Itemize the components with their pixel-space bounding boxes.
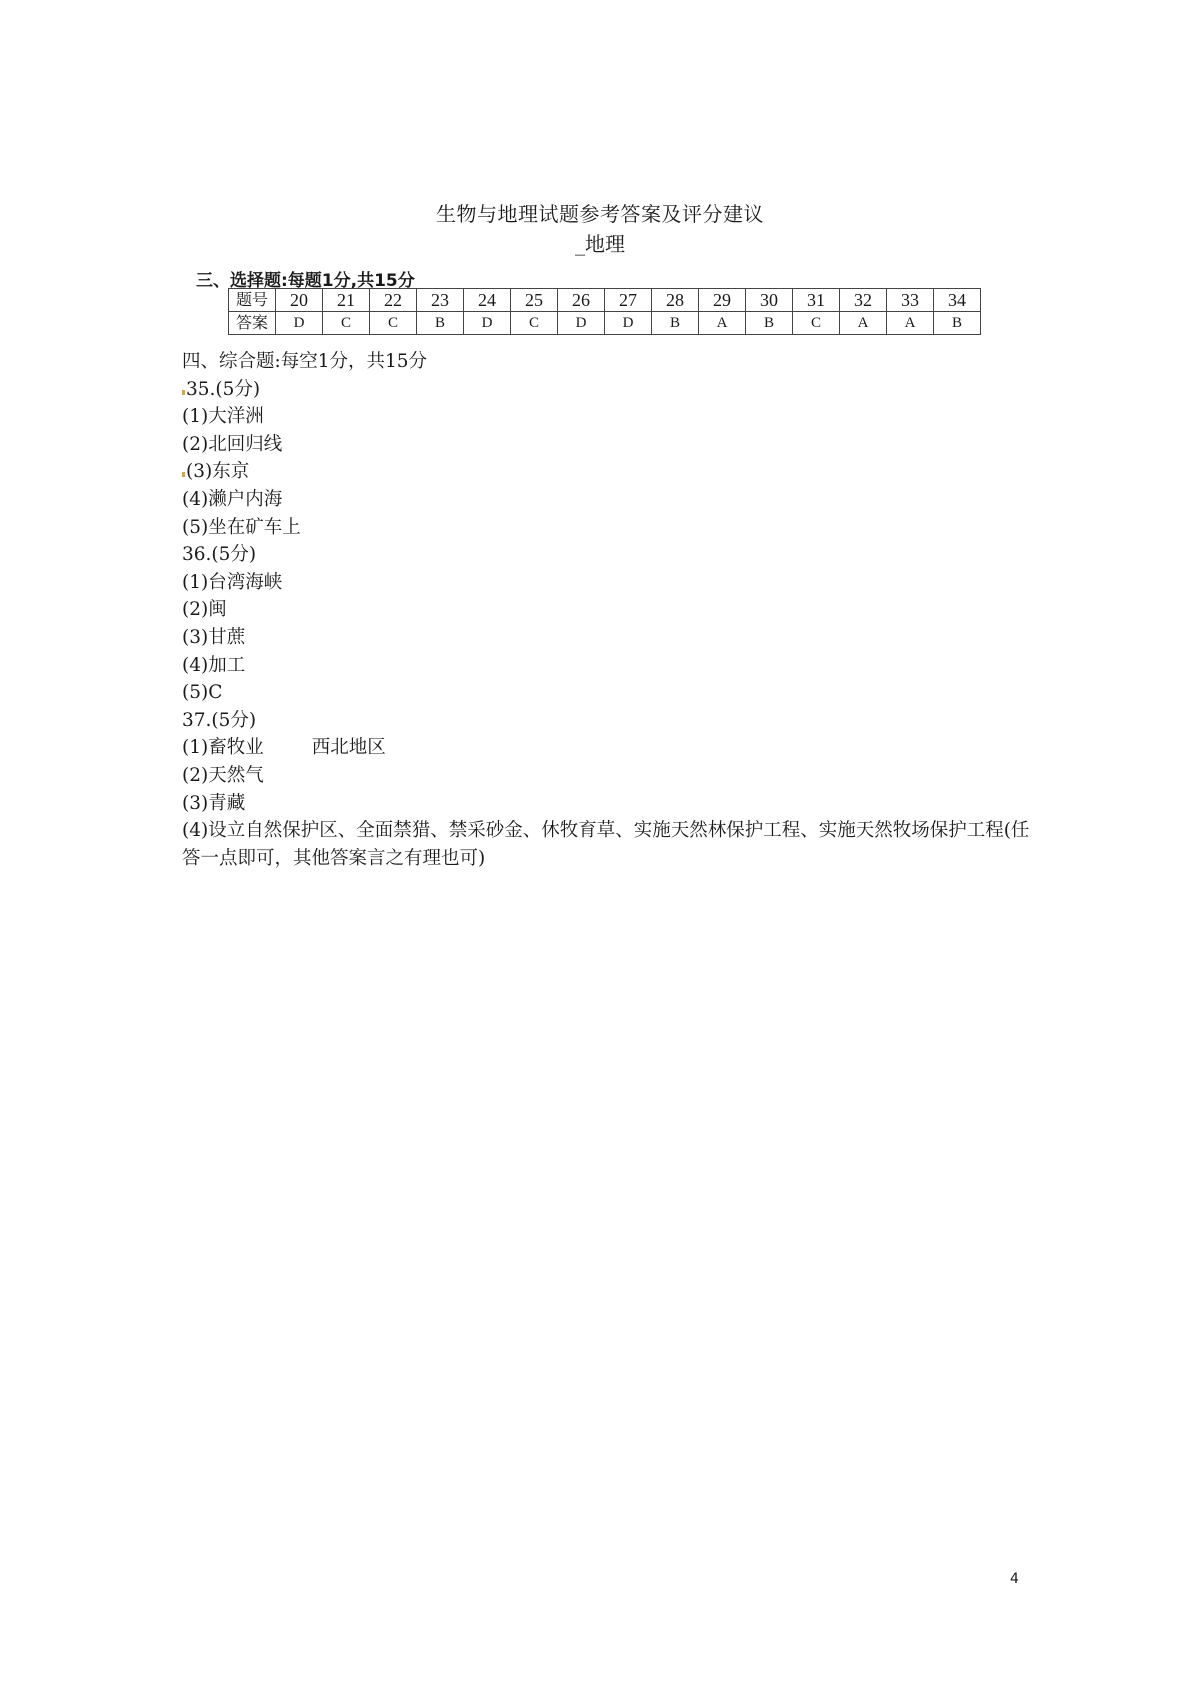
answer-cell: D xyxy=(276,312,323,335)
answer-cell: B xyxy=(746,312,793,335)
question-number-cell: 26 xyxy=(558,289,605,312)
answer-line: (3)青藏 xyxy=(182,792,246,814)
answer-row xyxy=(229,312,981,335)
answer-cell: D xyxy=(464,312,511,335)
question-number-cell: 25 xyxy=(511,289,558,312)
answer-cell: A xyxy=(840,312,887,335)
document-subtitle: _地理 xyxy=(575,232,625,256)
scan-mark xyxy=(182,390,185,395)
answer-cell: B xyxy=(417,312,464,335)
answer-line: (5)C xyxy=(182,682,223,704)
answer-line: (2)闽 xyxy=(182,599,227,621)
question-number-cell: 30 xyxy=(746,289,793,312)
answer-line: (3)甘蔗 xyxy=(182,626,246,648)
answer-cell: C xyxy=(511,312,558,335)
comprehensive-answers xyxy=(182,348,1042,872)
document-title: 生物与地理试题参考答案及评分建议 xyxy=(436,202,764,226)
question-number-cell: 31 xyxy=(793,289,840,312)
question-number-cell: 27 xyxy=(605,289,652,312)
answer-line: (4)设立自然保护区、全面禁猎、禁采砂金、休牧育草、实施天然林保护工程、实施天然牧场保护工程(任答一点即可，其他答案言之有理也可) xyxy=(182,820,1030,869)
question-number-cell: 32 xyxy=(840,289,887,312)
question-number-cell: 20 xyxy=(276,289,323,312)
row-label-numbers: 题号 xyxy=(229,289,276,312)
question-number-cell: 23 xyxy=(417,289,464,312)
question-number-cell: 28 xyxy=(652,289,699,312)
answer-line: (4)加工 xyxy=(182,654,246,676)
question-number-cell: 22 xyxy=(370,289,417,312)
answer-table xyxy=(228,288,981,335)
question-37-label: 37.(5分) xyxy=(182,709,257,731)
answer-line: (2)北回归线 xyxy=(182,433,283,455)
question-number-cell: 33 xyxy=(887,289,934,312)
page-number: 4 xyxy=(1010,1571,1019,1587)
answer-cell: C xyxy=(323,312,370,335)
question-number-row xyxy=(229,289,981,312)
answer-cell: B xyxy=(934,312,981,335)
answer-cell: D xyxy=(605,312,652,335)
question-number-cell: 29 xyxy=(699,289,746,312)
question-number-cell: 34 xyxy=(934,289,981,312)
row-label-answers: 答案 xyxy=(229,312,276,335)
question-number-cell: 24 xyxy=(464,289,511,312)
answer-line: (3)东京 xyxy=(182,458,1042,486)
scan-mark xyxy=(182,472,185,477)
question-number-cell: 21 xyxy=(323,289,370,312)
multiple-choice-heading: 三、选择题:每题1分,共15分 xyxy=(196,271,415,291)
answer-line: (4)濑户内海 xyxy=(182,488,283,510)
answer-line: (2)天然气 xyxy=(182,764,264,786)
question-36-label: 36.(5分) xyxy=(182,544,257,566)
comprehensive-heading: 四、综合题:每空1分，共15分 xyxy=(182,351,428,372)
question-35-label: 35.(5分) xyxy=(182,376,1042,404)
answer-line: (1)台湾海峡 xyxy=(182,571,283,593)
answer-cell: B xyxy=(652,312,699,335)
answer-cell: A xyxy=(699,312,746,335)
answer-cell: C xyxy=(370,312,417,335)
answer-line: (5)坐在矿车上 xyxy=(182,516,301,538)
answer-cell: A xyxy=(887,312,934,335)
answer-cell: D xyxy=(558,312,605,335)
answer-line: (1)畜牧业 西北地区 xyxy=(182,737,386,759)
answer-line: (1)大洋洲 xyxy=(182,406,264,428)
answer-cell: C xyxy=(793,312,840,335)
